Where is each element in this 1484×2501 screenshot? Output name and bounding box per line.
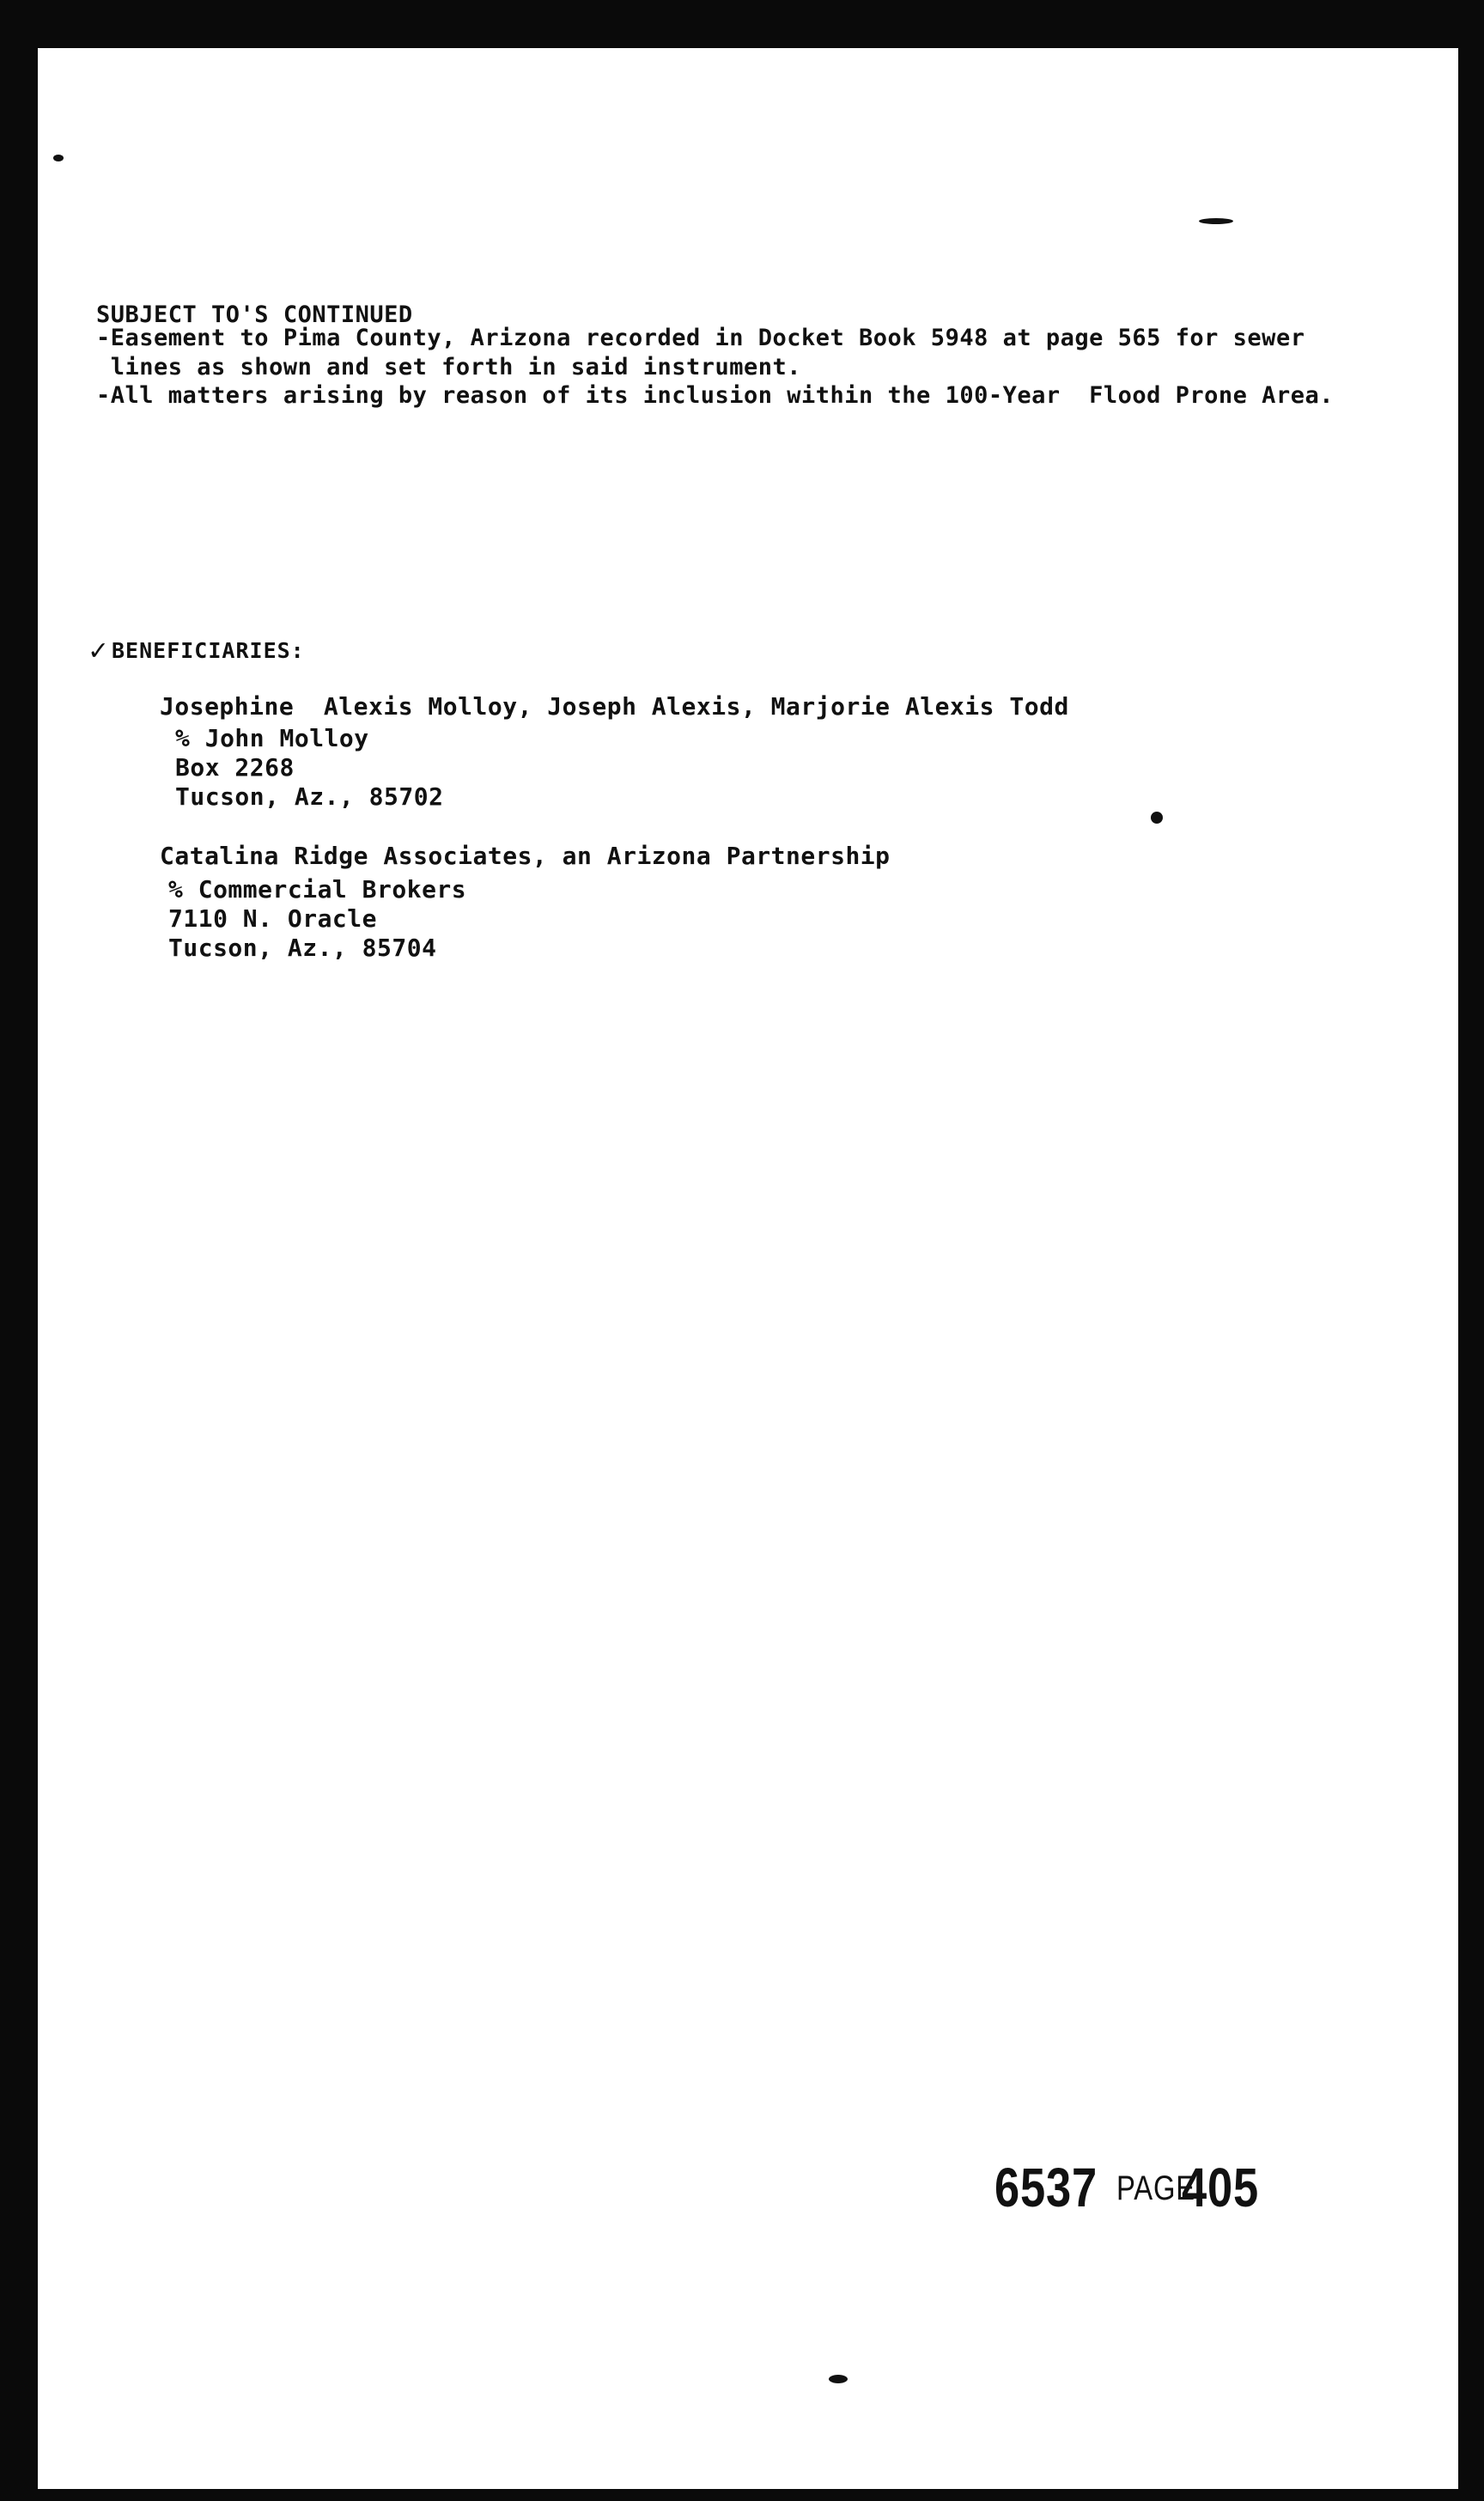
beneficiary-2-names: Catalina Ridge Associates, an Arizona Partnership	[160, 842, 891, 870]
check-mark-icon: ✓	[89, 633, 107, 667]
scan-border-top	[0, 0, 1484, 48]
scan-speck	[1199, 218, 1233, 224]
beneficiary-2-care-of: % Commercial Brokers	[168, 875, 467, 904]
beneficiary-1-names: Josephine Alexis Molloy, Joseph Alexis, Marjorie Alexis Todd	[160, 692, 1069, 721]
beneficiary-1-box: Box 2268	[175, 753, 295, 782]
stamp-page-number: 405	[1182, 2157, 1260, 2218]
subject-to-line-3: -All matters arising by reason of its inclusion within the 100-Year Flood Prone Area.	[96, 382, 1334, 409]
beneficiary-1-city: Tucson, Az., 85702	[175, 782, 444, 811]
scan-speck	[1151, 812, 1163, 824]
stamp-page-label: PAGE	[1116, 2169, 1195, 2207]
subject-to-line-1: -Easement to Pima County, Arizona recorded in Docket Book 5948 at page 565 for sewer	[96, 325, 1305, 351]
subject-to-heading: SUBJECT TO'S CONTINUED	[96, 301, 413, 328]
scan-speck	[829, 2375, 848, 2383]
scan-border-left	[0, 0, 38, 2501]
scan-speck	[53, 155, 64, 161]
beneficiaries-heading: BENEFICIARIES:	[112, 638, 305, 663]
beneficiary-1-care-of: % John Molloy	[175, 724, 369, 752]
beneficiary-2-street: 7110 N. Oracle	[168, 904, 378, 933]
scan-border-bottom	[0, 2489, 1484, 2501]
stamp-docket-number: 6537	[994, 2157, 1098, 2218]
beneficiary-2-city: Tucson, Az., 85704	[168, 934, 437, 962]
subject-to-line-2: lines as shown and set forth in said instrument.	[96, 354, 802, 380]
scan-border-right	[1458, 0, 1484, 2501]
